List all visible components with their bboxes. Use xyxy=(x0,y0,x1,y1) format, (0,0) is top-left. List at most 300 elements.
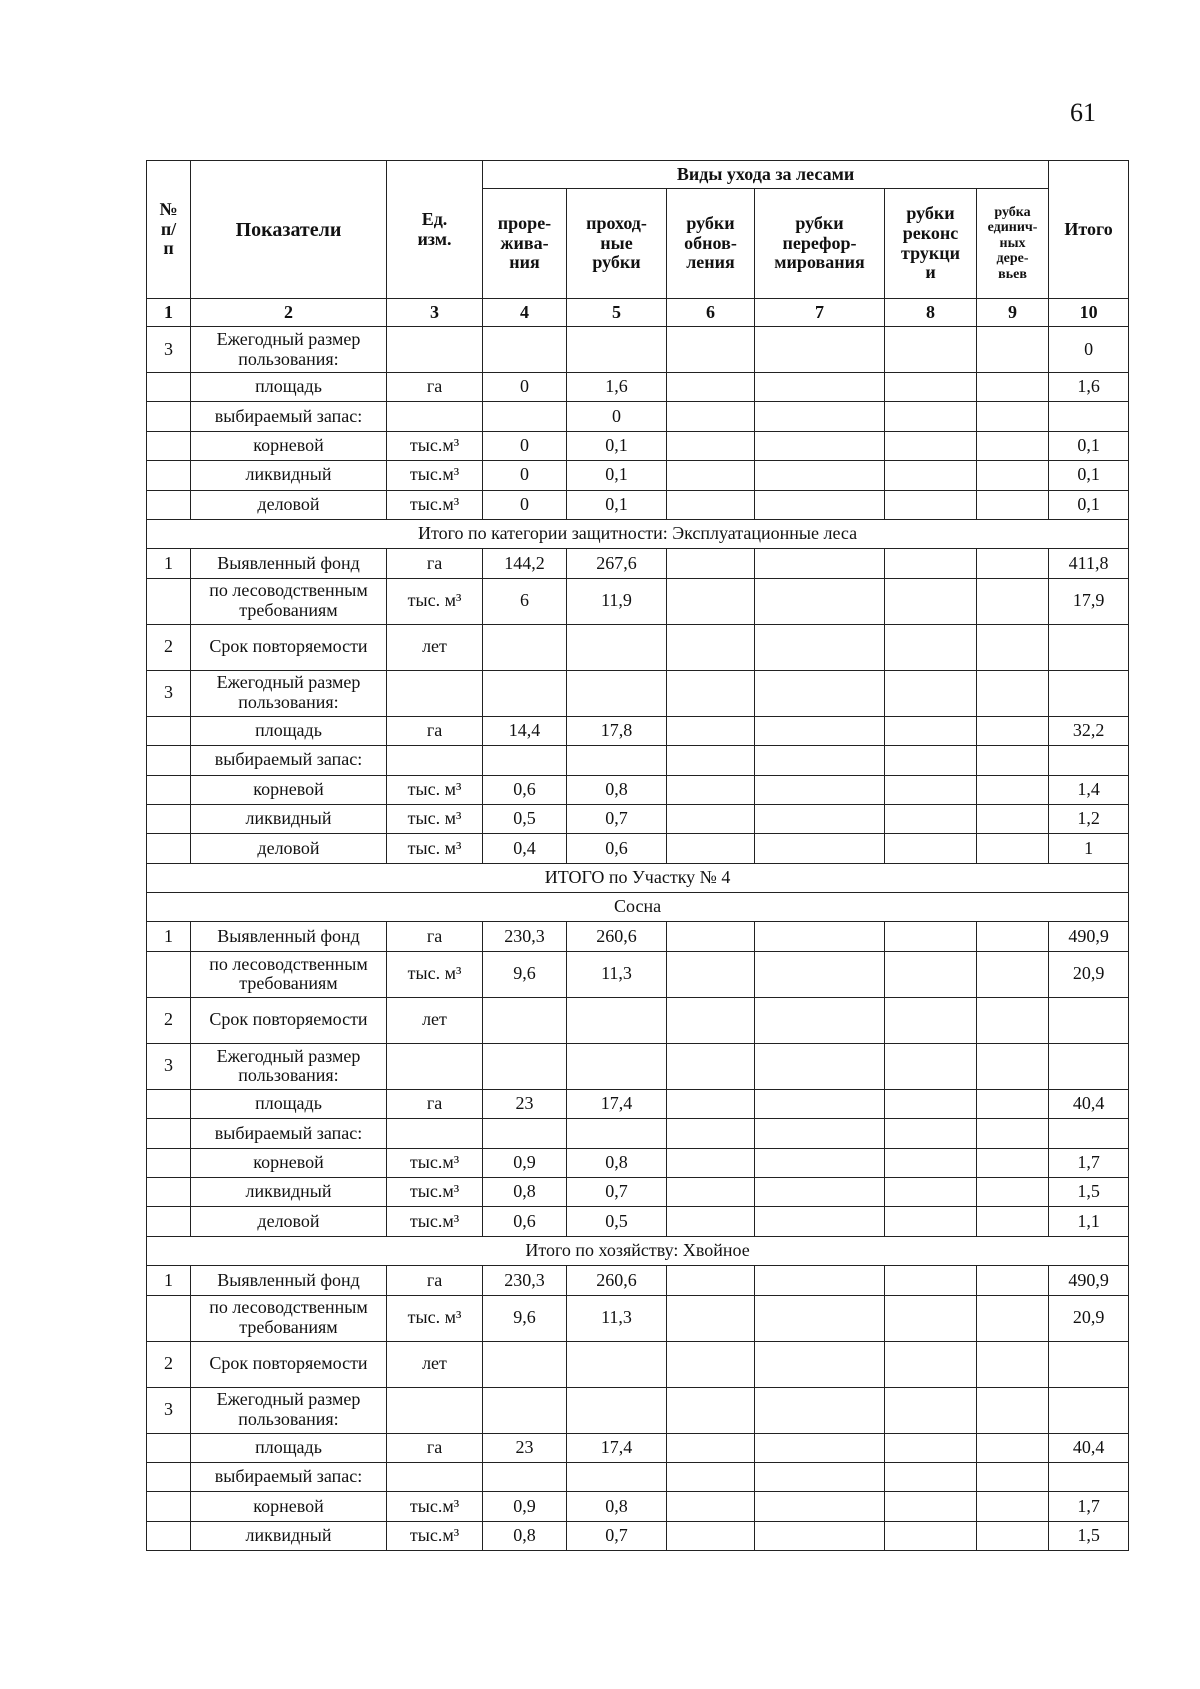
cell-passing: 0,8 xyxy=(567,1492,667,1521)
cell-single-trees xyxy=(977,951,1049,997)
table-row xyxy=(147,775,1129,804)
cell-indicator: площадь xyxy=(191,1433,387,1462)
table-row xyxy=(147,951,1129,997)
cell-reforming xyxy=(755,1433,885,1462)
cell-reforming xyxy=(755,549,885,578)
cell-passing xyxy=(567,670,667,716)
cell-total: 0 xyxy=(1049,327,1129,373)
cell-total xyxy=(1049,746,1129,775)
cell-single-trees xyxy=(977,373,1049,402)
cell-reconstruction xyxy=(885,951,977,997)
cell-no: 1 xyxy=(147,922,191,951)
cell-renewal xyxy=(667,1207,755,1236)
column-number: 9 xyxy=(977,299,1049,327)
table-row xyxy=(147,1387,1129,1433)
cell-reforming xyxy=(755,1207,885,1236)
cell-unit xyxy=(387,1462,483,1491)
table-row xyxy=(147,804,1129,833)
cell-passing: 0,8 xyxy=(567,775,667,804)
cell-reconstruction xyxy=(885,1387,977,1433)
cell-total xyxy=(1049,624,1129,670)
cell-reconstruction xyxy=(885,1492,977,1521)
cell-total: 0,1 xyxy=(1049,461,1129,490)
cell-reforming xyxy=(755,951,885,997)
cell-single-trees xyxy=(977,1207,1049,1236)
cell-no xyxy=(147,716,191,745)
column-number: 2 xyxy=(191,299,387,327)
cell-indicator: деловой xyxy=(191,490,387,519)
cell-thinning: 0,8 xyxy=(483,1521,567,1550)
column-number: 7 xyxy=(755,299,885,327)
cell-unit: лет xyxy=(387,1341,483,1387)
cell-no xyxy=(147,775,191,804)
cell-single-trees xyxy=(977,1119,1049,1148)
cell-total xyxy=(1049,1387,1129,1433)
cell-total xyxy=(1049,1341,1129,1387)
cell-indicator: Ежегодный размер пользования: xyxy=(191,1043,387,1089)
cell-single-trees xyxy=(977,775,1049,804)
cell-reconstruction xyxy=(885,922,977,951)
table-row xyxy=(147,1341,1129,1387)
cell-no xyxy=(147,490,191,519)
column-number: 3 xyxy=(387,299,483,327)
cell-total: 0,1 xyxy=(1049,431,1129,460)
cell-unit: га xyxy=(387,716,483,745)
cell-no xyxy=(147,402,191,431)
cell-reconstruction xyxy=(885,1266,977,1295)
cell-renewal xyxy=(667,549,755,578)
cell-total: 411,8 xyxy=(1049,549,1129,578)
table-row xyxy=(147,1521,1129,1550)
table-row xyxy=(147,490,1129,519)
cell-reforming xyxy=(755,402,885,431)
cell-reforming xyxy=(755,1043,885,1089)
header-col-total: Итого xyxy=(1049,161,1129,299)
cell-indicator: корневой xyxy=(191,1492,387,1521)
cell-single-trees xyxy=(977,1341,1049,1387)
cell-reforming xyxy=(755,922,885,951)
column-number: 1 xyxy=(147,299,191,327)
cell-total xyxy=(1049,1462,1129,1491)
cell-reforming xyxy=(755,670,885,716)
cell-reforming xyxy=(755,1148,885,1177)
cell-passing xyxy=(567,327,667,373)
cell-single-trees xyxy=(977,549,1049,578)
cell-total: 20,9 xyxy=(1049,1295,1129,1341)
cell-indicator: ликвидный xyxy=(191,461,387,490)
cell-thinning xyxy=(483,624,567,670)
cell-reconstruction xyxy=(885,373,977,402)
cell-passing xyxy=(567,624,667,670)
table-row xyxy=(147,670,1129,716)
cell-thinning: 0,4 xyxy=(483,834,567,863)
cell-unit: га xyxy=(387,1089,483,1118)
cell-reconstruction xyxy=(885,834,977,863)
cell-thinning: 0 xyxy=(483,490,567,519)
table-row xyxy=(147,549,1129,578)
cell-indicator: Ежегодный размер пользования: xyxy=(191,670,387,716)
cell-renewal xyxy=(667,746,755,775)
cell-total xyxy=(1049,670,1129,716)
cell-passing xyxy=(567,1341,667,1387)
cell-thinning: 23 xyxy=(483,1433,567,1462)
cell-reconstruction xyxy=(885,1178,977,1207)
cell-unit xyxy=(387,670,483,716)
header-type-reconstruction: рубки реконс трукци и xyxy=(885,189,977,299)
cell-indicator: ликвидный xyxy=(191,804,387,833)
header-type-passing: проход- ные рубки xyxy=(567,189,667,299)
cell-single-trees xyxy=(977,804,1049,833)
cell-reforming xyxy=(755,578,885,624)
cell-total: 1,6 xyxy=(1049,373,1129,402)
forest-care-table xyxy=(146,160,1129,1551)
cell-indicator: Выявленный фонд xyxy=(191,1266,387,1295)
cell-single-trees xyxy=(977,624,1049,670)
cell-total: 17,9 xyxy=(1049,578,1129,624)
cell-passing: 11,3 xyxy=(567,1295,667,1341)
cell-reconstruction xyxy=(885,327,977,373)
cell-reconstruction xyxy=(885,431,977,460)
cell-single-trees xyxy=(977,578,1049,624)
cell-reconstruction xyxy=(885,716,977,745)
cell-unit: лет xyxy=(387,997,483,1043)
cell-unit: тыс.м³ xyxy=(387,490,483,519)
cell-unit: га xyxy=(387,922,483,951)
cell-renewal xyxy=(667,670,755,716)
table-row xyxy=(147,402,1129,431)
cell-no xyxy=(147,1148,191,1177)
cell-no: 3 xyxy=(147,327,191,373)
cell-reforming xyxy=(755,775,885,804)
cell-reconstruction xyxy=(885,549,977,578)
cell-renewal xyxy=(667,1462,755,1491)
header-group-title: Виды ухода за лесами xyxy=(483,161,1049,189)
column-number: 4 xyxy=(483,299,567,327)
cell-unit xyxy=(387,327,483,373)
header-column-numbers xyxy=(147,299,1129,327)
cell-single-trees xyxy=(977,1089,1049,1118)
cell-renewal xyxy=(667,1521,755,1550)
cell-passing: 0,6 xyxy=(567,834,667,863)
cell-thinning: 14,4 xyxy=(483,716,567,745)
cell-reconstruction xyxy=(885,804,977,833)
cell-reforming xyxy=(755,716,885,745)
cell-indicator: корневой xyxy=(191,775,387,804)
cell-reconstruction xyxy=(885,624,977,670)
cell-total: 1,1 xyxy=(1049,1207,1129,1236)
cell-indicator: ликвидный xyxy=(191,1521,387,1550)
table-body xyxy=(147,327,1129,1551)
cell-renewal xyxy=(667,461,755,490)
cell-reforming xyxy=(755,1266,885,1295)
cell-reforming xyxy=(755,1387,885,1433)
cell-total xyxy=(1049,402,1129,431)
cell-renewal xyxy=(667,1178,755,1207)
cell-thinning: 0 xyxy=(483,431,567,460)
cell-unit: тыс.м³ xyxy=(387,1521,483,1550)
cell-single-trees xyxy=(977,461,1049,490)
cell-thinning: 0,5 xyxy=(483,804,567,833)
cell-reconstruction xyxy=(885,461,977,490)
cell-unit: га xyxy=(387,549,483,578)
cell-unit: тыс.м³ xyxy=(387,1207,483,1236)
cell-reforming xyxy=(755,1521,885,1550)
cell-unit: тыс.м³ xyxy=(387,461,483,490)
cell-total: 1,7 xyxy=(1049,1492,1129,1521)
cell-no xyxy=(147,1207,191,1236)
header-col-unit: Ед. изм. xyxy=(387,161,483,299)
cell-renewal xyxy=(667,1492,755,1521)
header-type-reforming: рубки перефор- мирования xyxy=(755,189,885,299)
cell-reforming xyxy=(755,1178,885,1207)
cell-no xyxy=(147,1521,191,1550)
table-row xyxy=(147,578,1129,624)
table-row xyxy=(147,1089,1129,1118)
cell-no xyxy=(147,951,191,997)
cell-total: 40,4 xyxy=(1049,1433,1129,1462)
column-number: 10 xyxy=(1049,299,1129,327)
header-col-indicators: Показатели xyxy=(191,161,387,299)
table-row xyxy=(147,624,1129,670)
cell-unit: тыс. м³ xyxy=(387,578,483,624)
cell-passing: 0,1 xyxy=(567,490,667,519)
cell-renewal xyxy=(667,1341,755,1387)
section-row xyxy=(147,893,1129,922)
cell-renewal xyxy=(667,490,755,519)
cell-indicator: выбираемый запас: xyxy=(191,1119,387,1148)
section-title: Итого по категории защитности: Эксплуатационные леса xyxy=(147,519,1129,548)
cell-total: 1,7 xyxy=(1049,1148,1129,1177)
cell-reconstruction xyxy=(885,1433,977,1462)
cell-reforming xyxy=(755,1089,885,1118)
cell-total: 1,5 xyxy=(1049,1178,1129,1207)
header-type-renewal: рубки обнов- ления xyxy=(667,189,755,299)
cell-passing xyxy=(567,1119,667,1148)
cell-total xyxy=(1049,997,1129,1043)
cell-single-trees xyxy=(977,1387,1049,1433)
cell-total: 32,2 xyxy=(1049,716,1129,745)
section-row xyxy=(147,1236,1129,1265)
cell-thinning xyxy=(483,1119,567,1148)
cell-thinning: 0,8 xyxy=(483,1178,567,1207)
cell-reforming xyxy=(755,1462,885,1491)
cell-no: 2 xyxy=(147,1341,191,1387)
cell-thinning xyxy=(483,746,567,775)
cell-renewal xyxy=(667,1433,755,1462)
cell-passing xyxy=(567,1043,667,1089)
cell-indicator: Выявленный фонд xyxy=(191,922,387,951)
cell-reforming xyxy=(755,624,885,670)
cell-reforming xyxy=(755,431,885,460)
cell-unit: тыс.м³ xyxy=(387,431,483,460)
cell-renewal xyxy=(667,1089,755,1118)
cell-passing xyxy=(567,746,667,775)
cell-single-trees xyxy=(977,670,1049,716)
cell-passing: 0,7 xyxy=(567,1521,667,1550)
cell-passing: 1,6 xyxy=(567,373,667,402)
cell-no: 1 xyxy=(147,1266,191,1295)
cell-renewal xyxy=(667,804,755,833)
cell-unit xyxy=(387,1119,483,1148)
cell-total xyxy=(1049,1043,1129,1089)
cell-renewal xyxy=(667,922,755,951)
cell-unit xyxy=(387,1043,483,1089)
cell-single-trees xyxy=(977,922,1049,951)
cell-renewal xyxy=(667,373,755,402)
cell-thinning: 0 xyxy=(483,461,567,490)
table-row xyxy=(147,1266,1129,1295)
cell-renewal xyxy=(667,624,755,670)
cell-passing: 11,9 xyxy=(567,578,667,624)
cell-renewal xyxy=(667,997,755,1043)
cell-no: 2 xyxy=(147,624,191,670)
cell-thinning xyxy=(483,402,567,431)
cell-unit: тыс. м³ xyxy=(387,951,483,997)
cell-reconstruction xyxy=(885,490,977,519)
cell-unit xyxy=(387,746,483,775)
cell-thinning: 9,6 xyxy=(483,951,567,997)
header-type-thinning: проре- жива- ния xyxy=(483,189,567,299)
cell-reforming xyxy=(755,373,885,402)
cell-thinning: 23 xyxy=(483,1089,567,1118)
cell-no: 3 xyxy=(147,670,191,716)
cell-reforming xyxy=(755,1492,885,1521)
table-row xyxy=(147,1148,1129,1177)
cell-indicator: Ежегодный размер пользования: xyxy=(191,327,387,373)
section-title: Итого по хозяйству: Хвойное xyxy=(147,1236,1129,1265)
cell-renewal xyxy=(667,327,755,373)
table-row xyxy=(147,746,1129,775)
cell-no xyxy=(147,1295,191,1341)
table-row xyxy=(147,373,1129,402)
cell-total: 490,9 xyxy=(1049,1266,1129,1295)
cell-thinning: 230,3 xyxy=(483,922,567,951)
cell-renewal xyxy=(667,775,755,804)
cell-reforming xyxy=(755,461,885,490)
cell-unit: га xyxy=(387,373,483,402)
cell-no: 2 xyxy=(147,997,191,1043)
cell-passing: 0,5 xyxy=(567,1207,667,1236)
cell-no xyxy=(147,1089,191,1118)
cell-no xyxy=(147,1492,191,1521)
table-row xyxy=(147,1043,1129,1089)
cell-passing: 260,6 xyxy=(567,1266,667,1295)
cell-renewal xyxy=(667,402,755,431)
cell-passing xyxy=(567,1462,667,1491)
cell-no xyxy=(147,578,191,624)
cell-unit: лет xyxy=(387,624,483,670)
table-row xyxy=(147,431,1129,460)
cell-no xyxy=(147,746,191,775)
cell-indicator: выбираемый запас: xyxy=(191,746,387,775)
cell-unit: тыс.м³ xyxy=(387,1492,483,1521)
cell-single-trees xyxy=(977,834,1049,863)
cell-indicator: Срок повторяемости xyxy=(191,997,387,1043)
section-row xyxy=(147,863,1129,892)
cell-total: 1,2 xyxy=(1049,804,1129,833)
cell-reconstruction xyxy=(885,1462,977,1491)
cell-reconstruction xyxy=(885,746,977,775)
cell-single-trees xyxy=(977,1492,1049,1521)
table-row xyxy=(147,1119,1129,1148)
cell-unit: тыс. м³ xyxy=(387,1295,483,1341)
cell-unit: тыс. м³ xyxy=(387,775,483,804)
cell-single-trees xyxy=(977,1043,1049,1089)
cell-indicator: по лесоводственным требованиям xyxy=(191,578,387,624)
cell-renewal xyxy=(667,578,755,624)
cell-thinning xyxy=(483,327,567,373)
cell-single-trees xyxy=(977,402,1049,431)
cell-total: 0,1 xyxy=(1049,490,1129,519)
cell-indicator: площадь xyxy=(191,716,387,745)
cell-reforming xyxy=(755,1341,885,1387)
cell-indicator: выбираемый запас: xyxy=(191,402,387,431)
cell-unit: тыс.м³ xyxy=(387,1178,483,1207)
cell-reforming xyxy=(755,997,885,1043)
cell-total: 1 xyxy=(1049,834,1129,863)
cell-passing xyxy=(567,997,667,1043)
cell-reforming xyxy=(755,834,885,863)
cell-thinning xyxy=(483,1387,567,1433)
cell-no: 3 xyxy=(147,1387,191,1433)
cell-no xyxy=(147,834,191,863)
cell-passing: 11,3 xyxy=(567,951,667,997)
cell-no xyxy=(147,1178,191,1207)
cell-total: 1,4 xyxy=(1049,775,1129,804)
cell-unit xyxy=(387,1387,483,1433)
cell-reconstruction xyxy=(885,1295,977,1341)
table-row xyxy=(147,922,1129,951)
cell-indicator: по лесоводственным требованиям xyxy=(191,951,387,997)
cell-renewal xyxy=(667,716,755,745)
cell-reconstruction xyxy=(885,578,977,624)
cell-indicator: Срок повторяемости xyxy=(191,1341,387,1387)
table-row xyxy=(147,1207,1129,1236)
cell-reforming xyxy=(755,490,885,519)
cell-reconstruction xyxy=(885,1119,977,1148)
table-row xyxy=(147,327,1129,373)
cell-indicator: выбираемый запас: xyxy=(191,1462,387,1491)
cell-reconstruction xyxy=(885,1089,977,1118)
column-number: 8 xyxy=(885,299,977,327)
cell-no xyxy=(147,1433,191,1462)
cell-unit: га xyxy=(387,1433,483,1462)
cell-unit: тыс. м³ xyxy=(387,834,483,863)
cell-total: 40,4 xyxy=(1049,1089,1129,1118)
cell-total: 490,9 xyxy=(1049,922,1129,951)
header-type-single-trees: рубка единич- ных дере- вьев xyxy=(977,189,1049,299)
cell-indicator: деловой xyxy=(191,834,387,863)
cell-single-trees xyxy=(977,490,1049,519)
cell-no xyxy=(147,1462,191,1491)
cell-single-trees xyxy=(977,716,1049,745)
cell-reconstruction xyxy=(885,997,977,1043)
cell-single-trees xyxy=(977,1462,1049,1491)
table-header xyxy=(147,161,1129,327)
cell-single-trees xyxy=(977,1433,1049,1462)
cell-unit: тыс.м³ xyxy=(387,1148,483,1177)
cell-passing: 17,8 xyxy=(567,716,667,745)
table-row xyxy=(147,1492,1129,1521)
cell-passing: 0,7 xyxy=(567,804,667,833)
cell-no: 3 xyxy=(147,1043,191,1089)
cell-renewal xyxy=(667,1387,755,1433)
cell-thinning xyxy=(483,997,567,1043)
table-row xyxy=(147,716,1129,745)
cell-indicator: площадь xyxy=(191,1089,387,1118)
cell-thinning: 144,2 xyxy=(483,549,567,578)
cell-reconstruction xyxy=(885,670,977,716)
